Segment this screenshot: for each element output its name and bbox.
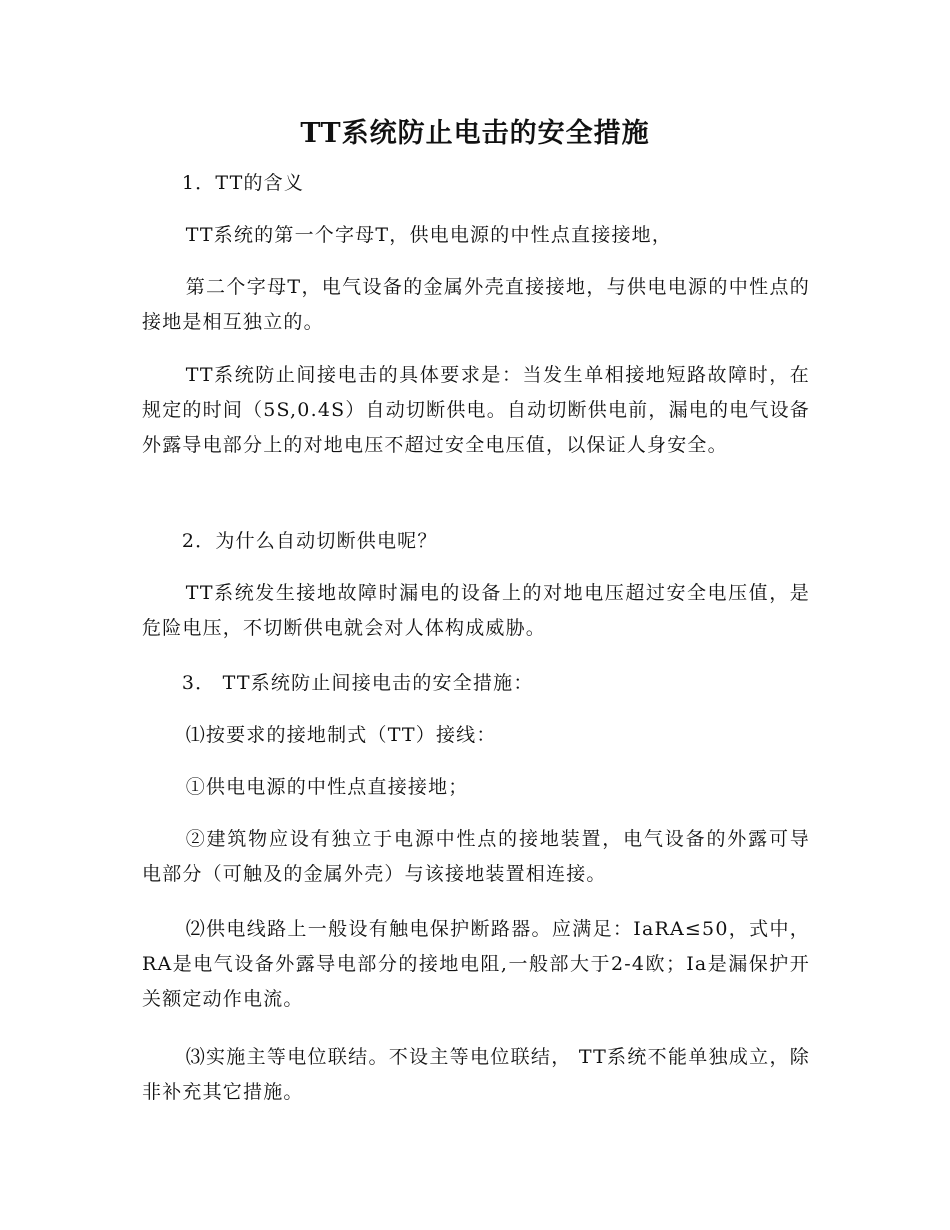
list-item: ⑴按要求的接地制式（TT）接线： (185, 724, 497, 746)
section-heading-1: 1．TT的含义 (181, 172, 305, 194)
section-heading-3: 3． TT系统防止间接电击的安全措施： (181, 672, 534, 694)
paragraph: TT系统的第一个字母T，供电电源的中性点直接接地， (185, 224, 673, 246)
paragraph: TT系统防止间接电击的具体要求是：当发生单相接地短路故障时，在规定的时间（5S,0.4S）自动切断供电。自动切断供电前，漏电的电气设备外露导电部分上的对地电压不超过安全电压值，以保证人身安全。 (142, 364, 810, 456)
section-heading-2: 2．为什么自动切断供电呢？ (181, 530, 438, 552)
paragraph: 第二个字母T，电气设备的金属外壳直接接地，与供电电源的中性点的接地是相互独立的。 (142, 276, 810, 333)
paragraph: TT系统发生接地故障时漏电的设备上的对地电压超过安全电压值，是危险电压，不切断供电就会对人体构成威胁。 (142, 582, 810, 639)
list-item: ②建筑物应设有独立于电源中性点的接地装置，电气设备的外露可导电部分（可触及的金属外壳）与该接地装置相连接。 (142, 828, 810, 885)
list-item: ⑵供电线路上一般设有触电保护断路器。应满足：IaRA≤50，式中，RA是电气设备外露导电部分的接地电阻,一般部大于2-4欧；Ia是漏保护开关额定动作电流。 (142, 918, 810, 1010)
list-item: ①供电电源的中性点直接接地； (185, 776, 469, 798)
list-item: ⑶实施主等电位联结。不设主等电位联结， TT系统不能单独成立，除非补充其它措施。 (142, 1046, 810, 1103)
document-title: TT系统防止电击的安全措施 (300, 118, 650, 149)
